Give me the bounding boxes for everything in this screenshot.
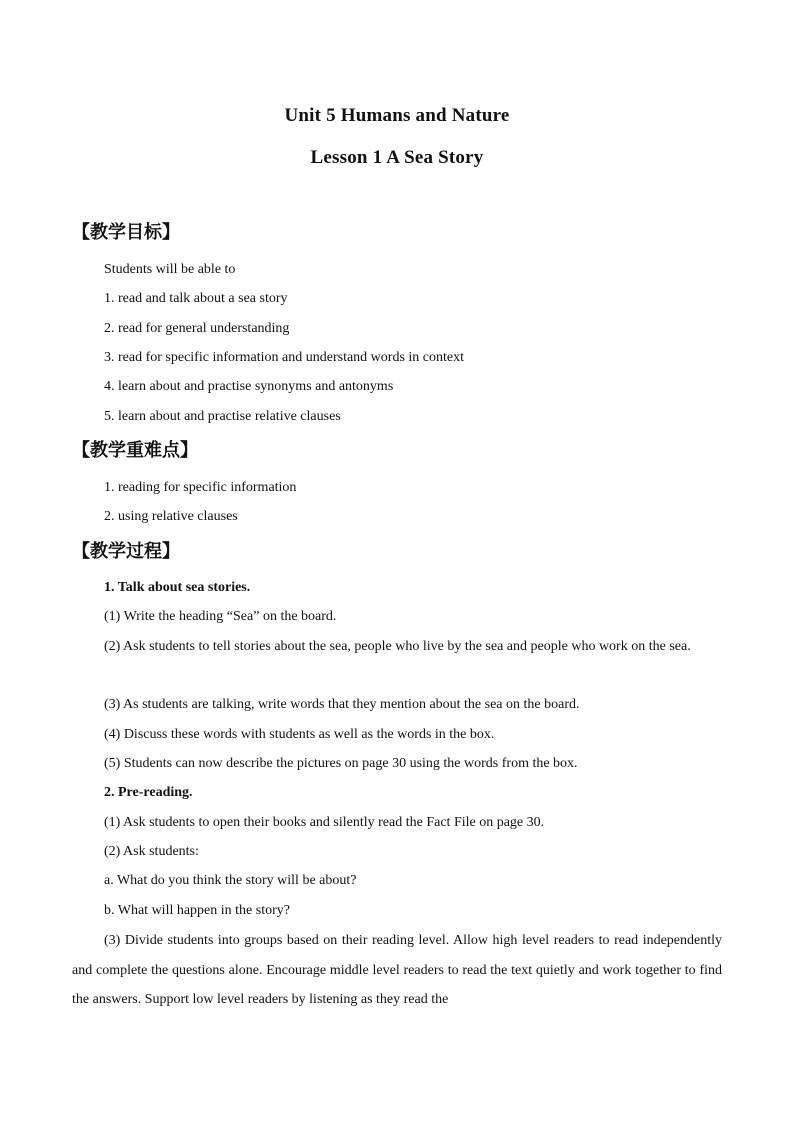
step2-line: (2) Ask students: xyxy=(104,844,199,859)
key-point-line: 1. reading for specific information xyxy=(104,480,297,495)
key-points-heading: 【教学重难点】 xyxy=(72,440,198,461)
step1-paragraph: (2) Ask students to tell stories about the sea, people who live by the sea and people who work on the sea. xyxy=(104,639,691,654)
step1-line: (1) Write the heading “Sea” on the board. xyxy=(104,609,337,624)
process-heading: 【教学过程】 xyxy=(72,541,180,562)
objectives-heading: 【教学目标】 xyxy=(72,222,180,243)
step1-line: (3) As students are talking, write words that they mention about the sea on the board. xyxy=(104,697,580,712)
step1-line: (4) Discuss these words with students as well as the words in the box. xyxy=(104,727,495,742)
objective-line: 2. read for general understanding xyxy=(104,321,290,336)
objective-line: Students will be able to xyxy=(104,262,236,277)
objective-line: 3. read for specific information and understand words in context xyxy=(104,350,465,365)
step2-paragraph: (3) Divide students into groups based on their reading level. Allow high level readers to read independently and complete the questions alone. Encourage middle level readers to read the text quietly and work together to find the answers. Support low level readers by listening as they read the xyxy=(72,933,722,1007)
objective-line: 5. learn about and practise relative clauses xyxy=(104,409,341,424)
step2-line: b. What will happen in the story? xyxy=(104,903,290,918)
step1-line: (5) Students can now describe the pictures on page 30 using the words from the box. xyxy=(104,756,578,771)
step2-title: 2. Pre-reading. xyxy=(104,785,193,800)
objective-line: 4. learn about and practise synonyms and antonyms xyxy=(104,379,394,394)
unit-title: Unit 5 Humans and Nature xyxy=(284,105,510,126)
step2-line: a. What do you think the story will be about? xyxy=(104,873,357,888)
step2-line: (1) Ask students to open their books and silently read the Fact File on page 30. xyxy=(104,815,545,830)
objective-line: 1. read and talk about a sea story xyxy=(104,291,288,306)
step1-title: 1. Talk about sea stories. xyxy=(104,580,251,595)
lesson-title: Lesson 1 A Sea Story xyxy=(310,147,484,168)
key-point-line: 2. using relative clauses xyxy=(104,509,238,524)
